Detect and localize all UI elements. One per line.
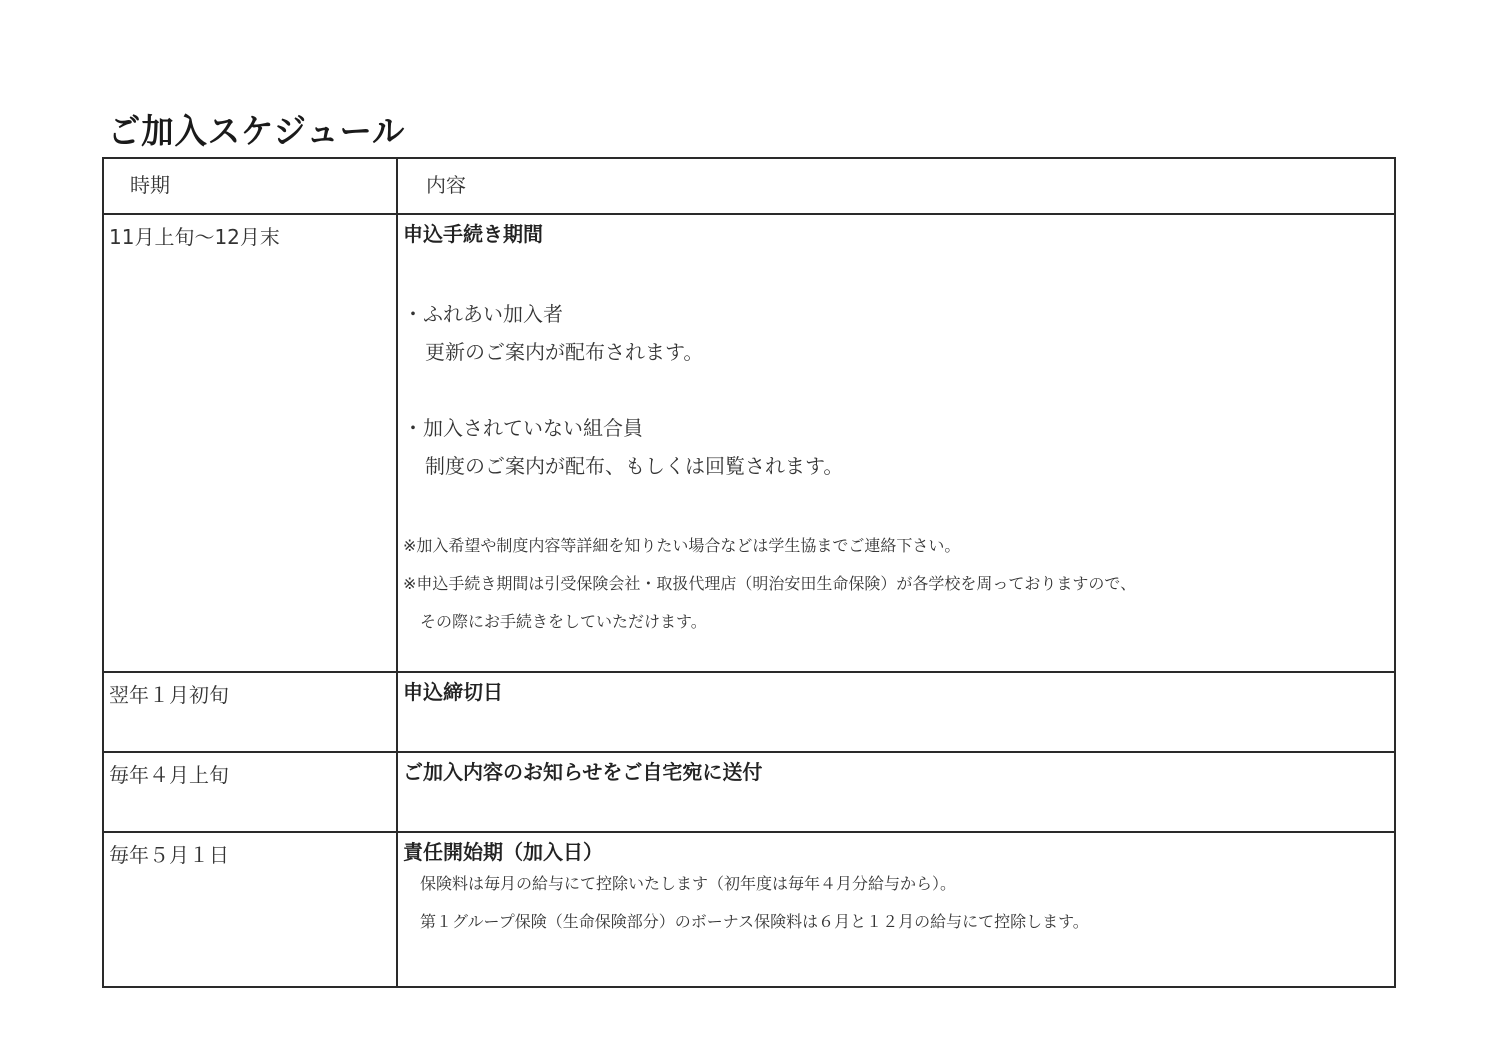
row-period: 11月上旬〜12月末 (103, 214, 397, 672)
spacer (403, 247, 1394, 295)
row-title: 申込手続き期間 (403, 222, 543, 246)
row-content (397, 832, 1395, 987)
bullet-detail: 更新のご案内が配布されます。 (425, 340, 704, 364)
column-header-period: 時期 (103, 158, 397, 214)
table-header-row (103, 158, 1395, 214)
spacer (403, 371, 1394, 409)
table-row (103, 672, 1395, 752)
row-content (397, 214, 1395, 672)
table-row (103, 832, 1395, 987)
row-content (397, 752, 1395, 832)
note-line: その際にお手続きをしていただけます。 (420, 612, 707, 631)
row-title: 責任開始期（加入日） (403, 840, 603, 864)
bullet-line: ・加入されていない組合員 (403, 416, 643, 440)
bullet-line: ・ふれあい加入者 (403, 302, 563, 326)
row-title: 申込締切日 (403, 680, 503, 704)
row-title: ご加入内容のお知らせをご自宅宛に送付 (403, 760, 763, 784)
detail-line: 第１グループ保険（生命保険部分）のボーナス保険料は６月と１２月の給与にて控除します。 (420, 912, 1089, 931)
row-period: 翌年１月初旬 (103, 672, 397, 752)
row-content (397, 672, 1395, 752)
note-line: ※加入希望や制度内容等詳細を知りたい場合などは学生協までご連絡下さい。 (403, 536, 961, 555)
row-period: 毎年５月１日 (103, 832, 397, 987)
note-line: ※申込手続き期間は引受保険会社・取扱代理店（明治安田生命保険）が各学校を周っておりますので、 (403, 574, 1137, 593)
spacer (403, 485, 1394, 527)
schedule-table (102, 157, 1396, 988)
table-row (103, 752, 1395, 832)
page-title: ご加入スケジュール (108, 112, 406, 152)
bullet-detail: 制度のご案内が配布、もしくは回覧されます。 (425, 454, 844, 478)
detail-line: 保険料は毎月の給与にて控除いたします（初年度は毎年４月分給与から）。 (420, 874, 957, 893)
row-period: 毎年４月上旬 (103, 752, 397, 832)
table-row (103, 214, 1395, 672)
column-header-content: 内容 (397, 158, 1395, 214)
